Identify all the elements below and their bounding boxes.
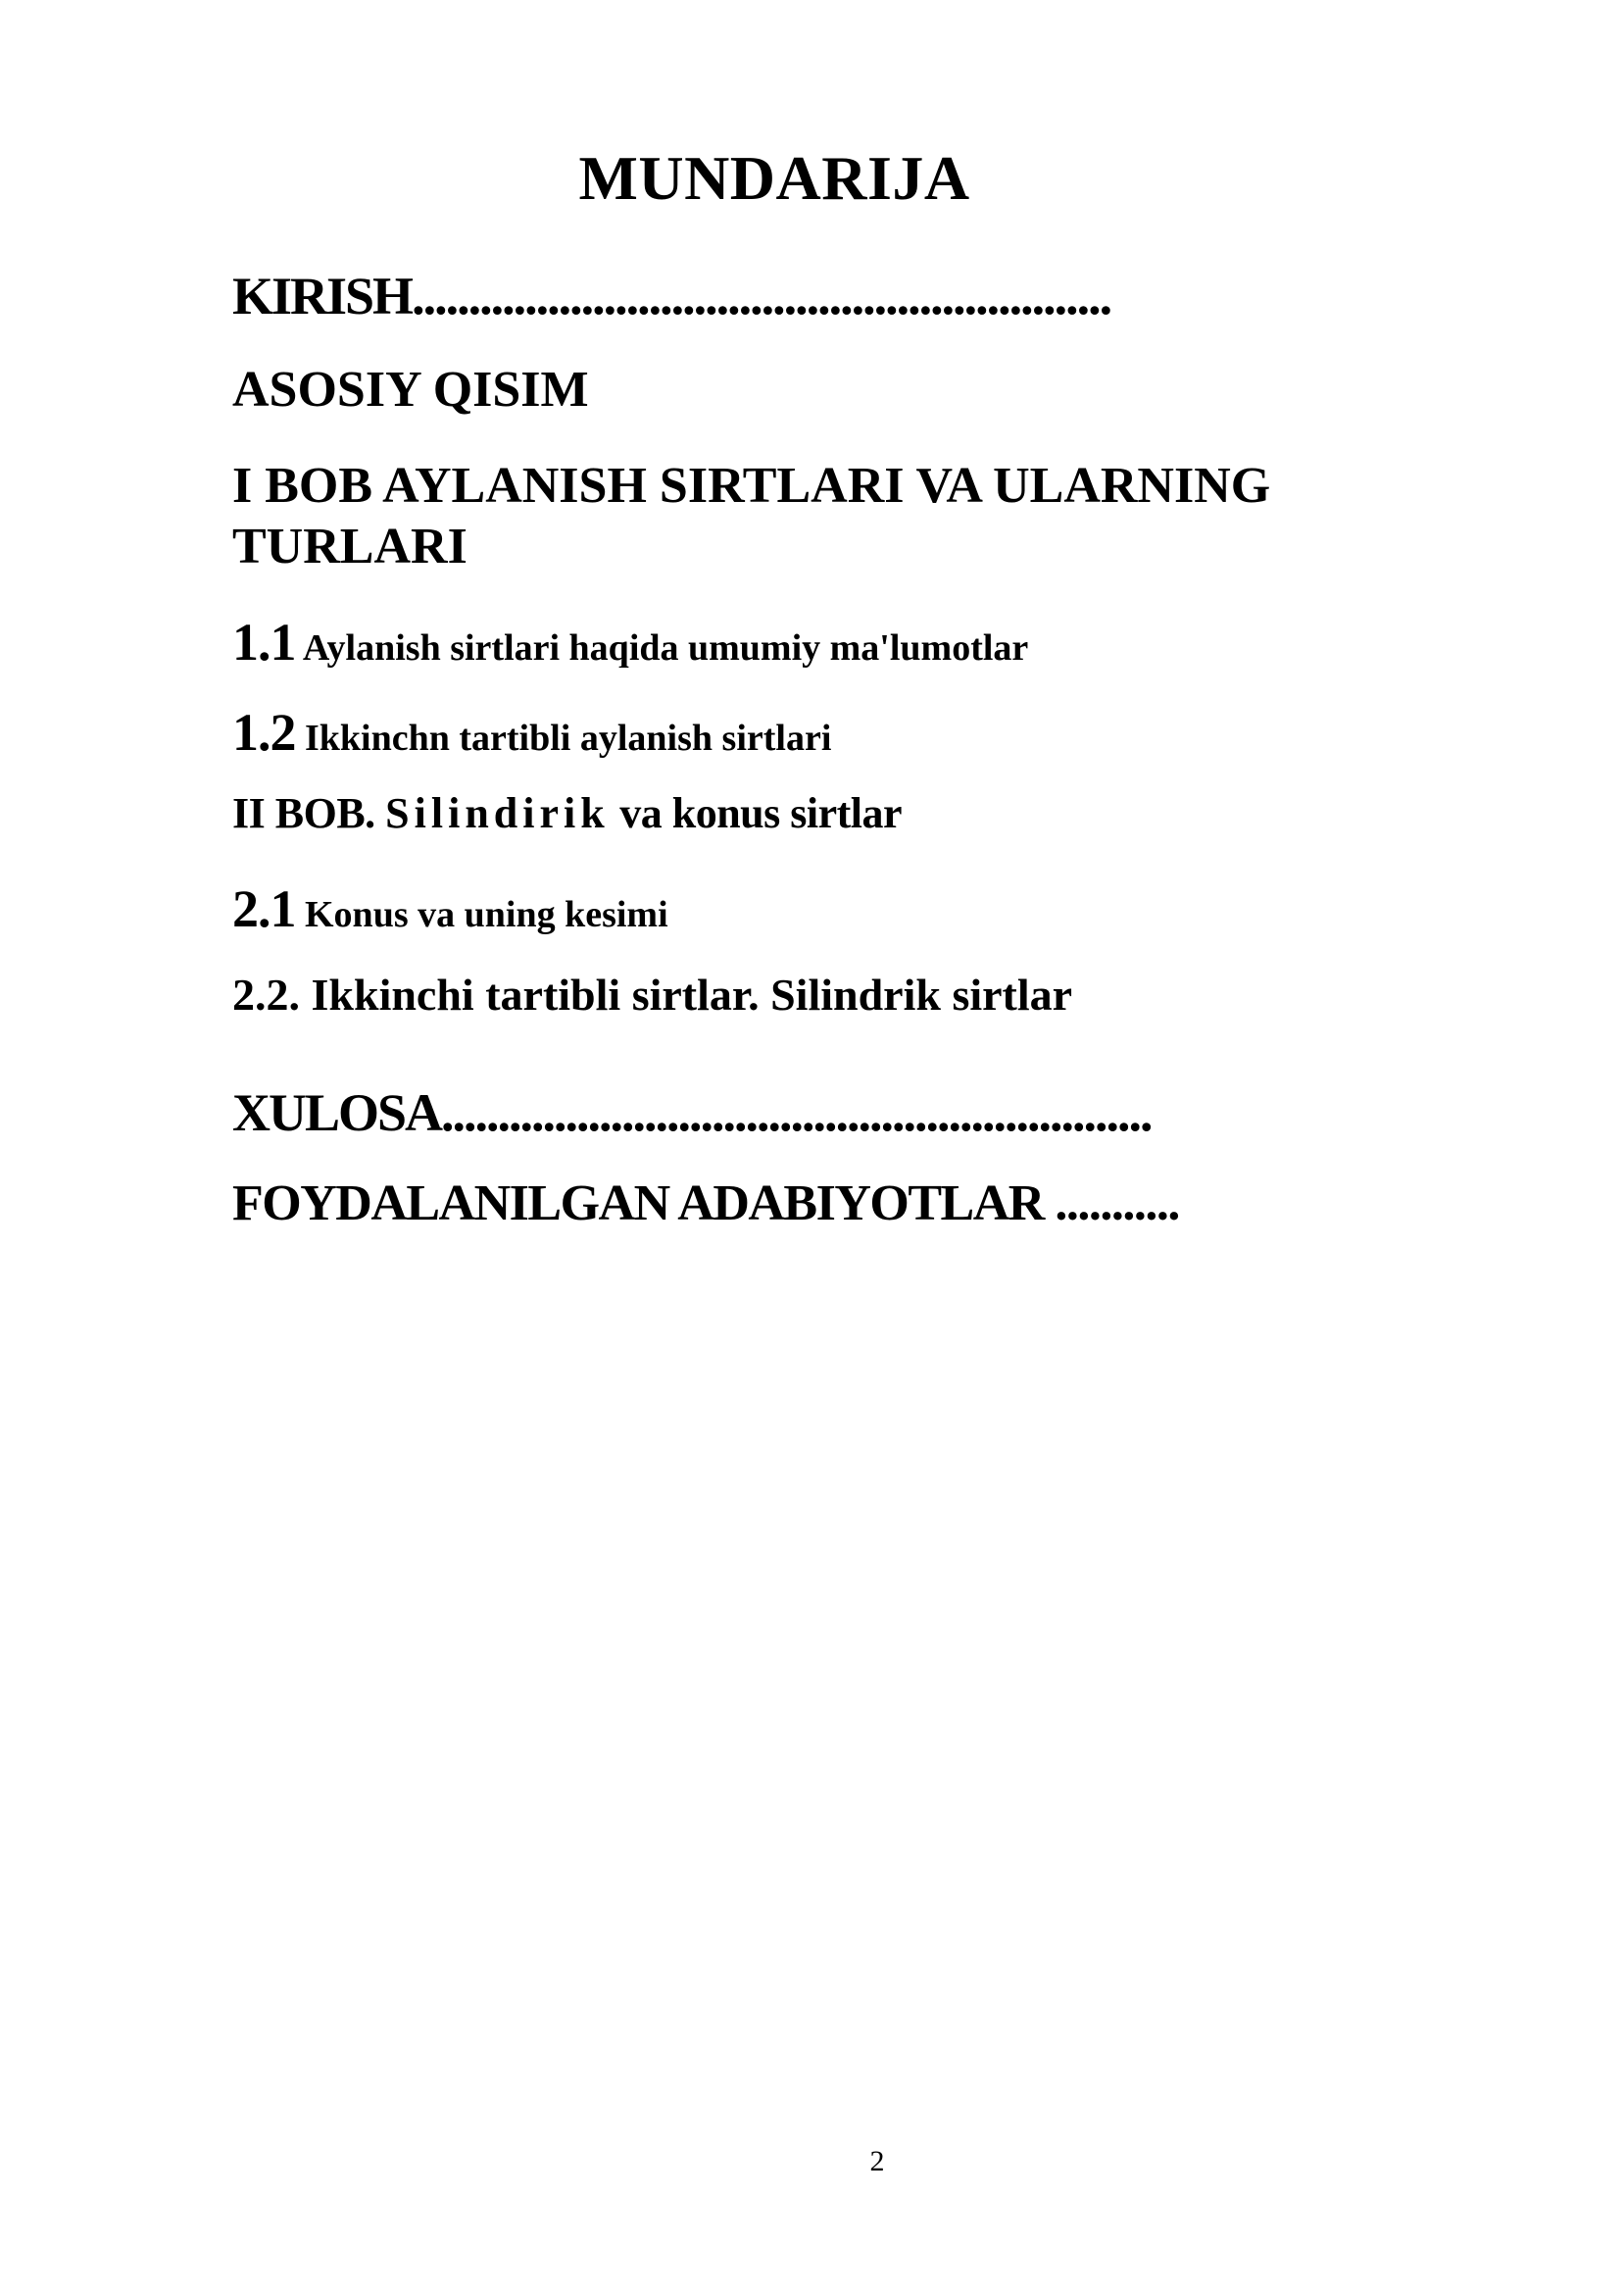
toc-entry-references: FOYDALANILGAN ADABIYOTLAR ........... (232, 1175, 1179, 1231)
section-title: Ikkinchn tartibli aylanish sirtlari (305, 718, 832, 759)
section-number: 1.2 (232, 703, 296, 762)
chapter-title-rest: va konus sirtlar (619, 789, 903, 837)
chapter-prefix: II BOB. (232, 789, 375, 837)
toc-entry-section-1-1 (232, 613, 1029, 672)
chapter-spaced-word: Silindirik (385, 789, 610, 837)
toc-entry-chapter-2 (232, 789, 903, 837)
toc-entry-section-2-1 (232, 879, 668, 938)
page-number: 2 (869, 2145, 885, 2177)
toc-entry-chapter-1: I BOB AYLANISH SIRTLARI VA ULARNING TURLARI (232, 458, 1271, 574)
toc-entry-section-1-2 (232, 703, 832, 762)
page-title: MUNDARIJA (578, 143, 970, 213)
toc-entry-section-2-2: 2.2. Ikkinchi tartibli sirtlar. Silindrik sirtlar (232, 970, 1073, 1020)
section-title: Aylanish sirtlari haqida umumiy ma'lumotlar (302, 627, 1029, 669)
section-title: Konus va uning kesimi (305, 894, 668, 935)
toc-entry-kirish: KIRISH.............................................................. (232, 267, 1111, 325)
toc-entry-xulosa: XULOSA............................................................... (232, 1083, 1152, 1142)
section-number: 1.1 (232, 613, 296, 672)
section-number: 2.1 (232, 879, 296, 938)
toc-entry-asosiy-qisim: ASOSIY QISIM (232, 362, 589, 418)
